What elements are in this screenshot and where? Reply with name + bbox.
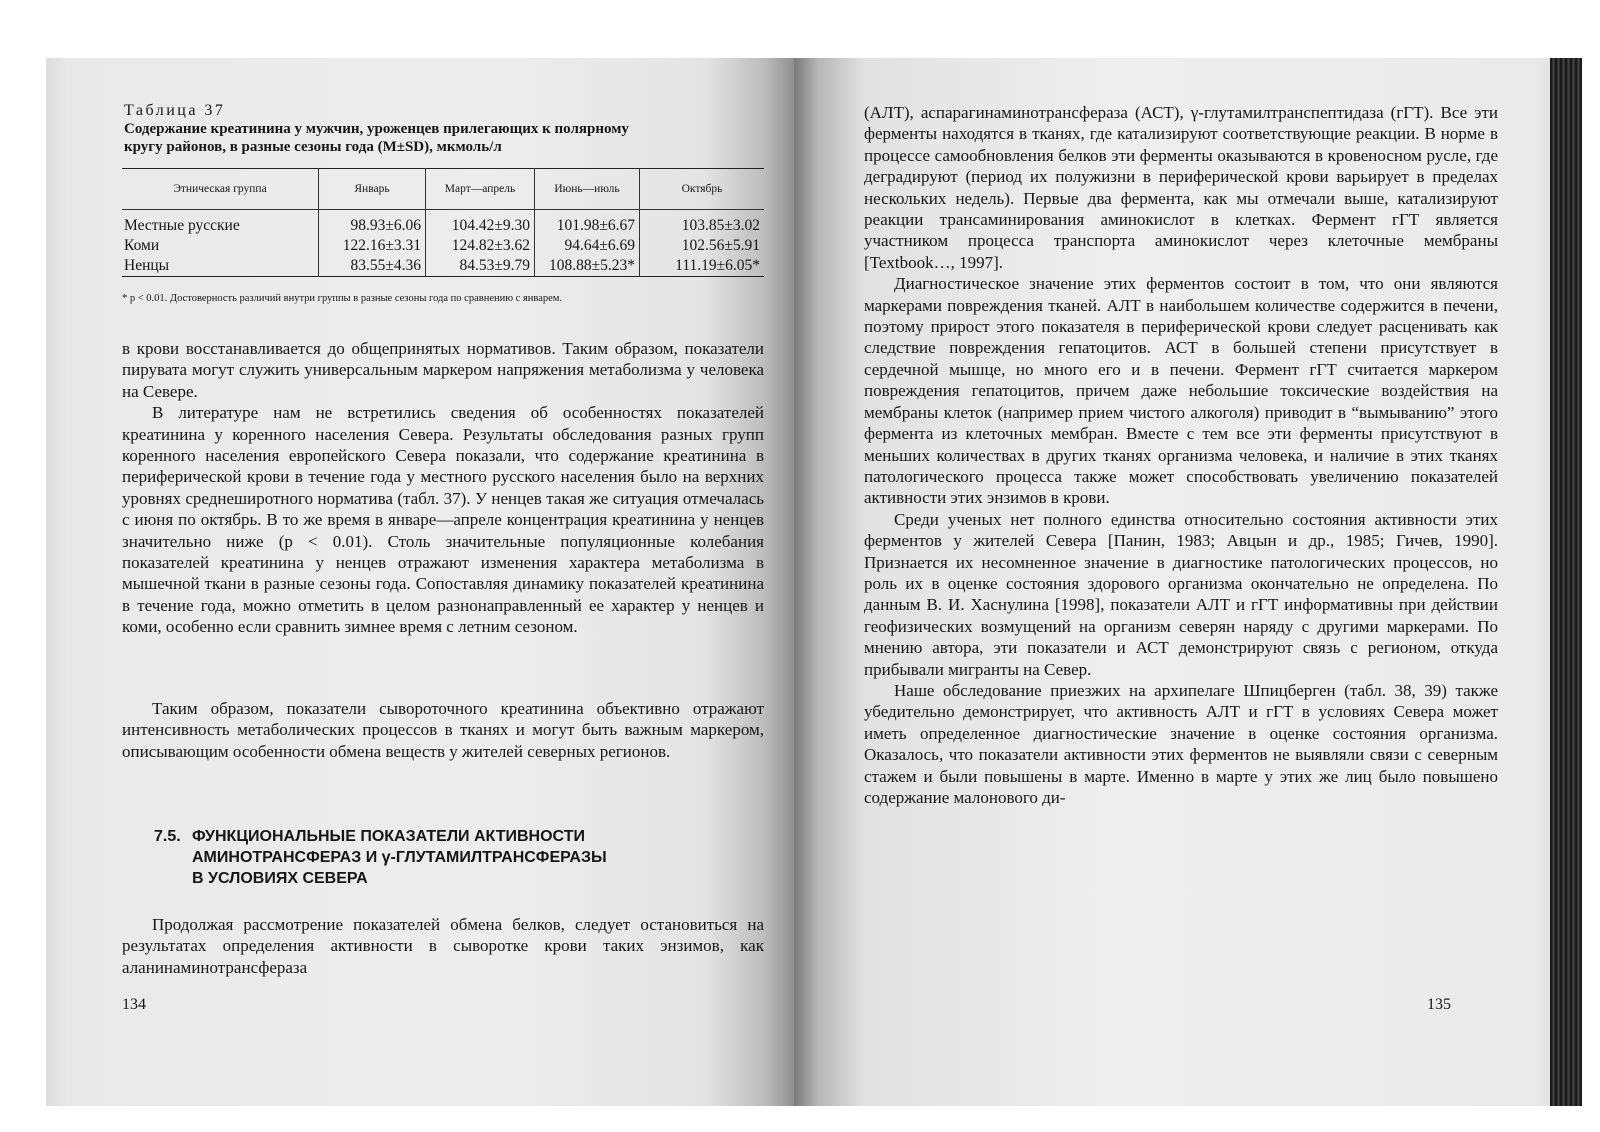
section-heading (154, 826, 754, 889)
table-cell: 84.53±9.79 (426, 256, 535, 277)
table-header-row (122, 169, 764, 210)
table-number: Таблица 37 (124, 102, 226, 119)
table-cell: 103.85±3.02 (640, 216, 765, 236)
table-cell: 83.55±4.36 (319, 256, 426, 277)
table-cell: 102.56±5.91 (640, 236, 765, 256)
heading-line: ФУНКЦИОНАЛЬНЫЕ ПОКАЗАТЕЛИ АКТИВНОСТИ (192, 828, 585, 845)
body-text-block (122, 338, 764, 638)
table-footnote: * p < 0.01. Достоверность различий внутри группы в разные сезоны года по сравнению с январем. (122, 293, 563, 304)
column-header: Октябрь (640, 169, 765, 210)
table-cell: Коми (124, 237, 160, 254)
table-cell: 122.16±3.31 (319, 236, 426, 256)
body-text-block (122, 698, 764, 762)
body-text-block (864, 102, 1498, 808)
table-cell: 104.42±9.30 (426, 216, 535, 236)
paragraph: Среди ученых нет полного единства относительно состояния активности этих ферментов у жителей Севера [Панин, 1983; Авцын и др., 1985; Гичев, 1990]. Признается их несомненное значение в диагностике патологических процессов, но роль их в оценке состояния здорового организма окончательно не определена. По данным В. И. Хаснулина [1998], показатели АЛТ и гГТ информативны при действии геофизических возмущений на организм северян наряду с другими маркерами. По мнению автора, эти показатели и АСТ демонстрируют связь с регионом, откуда прибывали мигранты на Север. (864, 509, 1498, 679)
paragraph: (АЛТ), аспарагинаминотрансфераза (АСТ), γ-глутамилтранспептидаза (гГТ). Все эти ферменты находятся в тканях, где катализируют соответствующие реакции. В норме в процессе самообновления белков эти ферменты оказываются в кровеносном русле, где деградируют (период их полужизни в периферической крови варьирует в пределах нескольких недель). Первые два фермента, как мы отмечали выше, катализируют реакции трансаминирования аминокислот в клетках. Фермент гГТ является участником процесса транспорта аминокислот через клеточные мембраны [Textbook…, 1997]. (864, 103, 1498, 272)
page-edge (1550, 58, 1582, 1106)
table-title-line-2: кругу районов, в разные сезоны года (M±SD), мкмоль/л (124, 139, 502, 155)
table-cell: 111.19±6.05* (640, 256, 765, 277)
paragraph: В литературе нам не встретились сведения об особенностях показателей креатинина у коренного населения Севера. Результаты обследования разных групп коренного населения европейского Севера показали, что содержание креатинина в периферической крови в течение года у местного русского населения было на верхних уровнях среднеширотного норматива (табл. 37). У ненцев такая же ситуация отмечалась с июня по октябрь. В то же время в январе—апреле концентрация креатинина у ненцев значительно ниже (p < 0.01). Столь значительные популяционные колебания показателей креатинина у ненцев отражают изменения характера метаболизма в мышечной ткани в разные сезоны года. Сопоставляя динамику показателей креатинина в течение года, можно отметить в целом разнонаправленный ее характер у ненцев и коми, особенно если сравнить зимнее время с летним сезоном. (122, 403, 764, 637)
book-spread (46, 58, 1582, 1106)
paragraph: Диагностическое значение этих ферментов состоит в том, что они являются маркерами повреждения тканей. АЛТ в наибольшем количестве содержится в печени, поэтому прирост этого показателя в периферической крови следует расценивать как следствие повреждения гепатоцитов. АСТ в большей степени присутствует в сердечной мышце, но много его и в печени. Фермент гГТ считается маркером повреждения гепатоцитов, причем даже небольшие токсические воздействия на мембраны клеток (например прием чистого алкоголя) приводит в “вымыванию” этого фермента из клеточных мембран. Вместе с тем все эти ферменты присутствуют в меньших количествах в других тканях организма человека, и наличие в этих тканях патологического процесса также может способствовать увеличению показателей активности этих энзимов в крови. (864, 274, 1498, 508)
section-number: 7.5. (154, 828, 181, 845)
page-number: 134 (122, 996, 146, 1013)
table-title-line-1: Содержание креатинина у мужчин, уроженцев прилегающих к полярному (124, 121, 629, 137)
table-cell: 98.93±6.06 (319, 216, 426, 236)
column-header: Март—апрель (426, 169, 535, 210)
right-page (794, 58, 1582, 1106)
table-cell: 94.64±6.69 (535, 236, 640, 256)
table-row (122, 236, 764, 256)
page-number: 135 (1427, 996, 1451, 1013)
paragraph: Наше обследование приезжих на архипелаге Шпицберген (табл. 38, 39) также убедительно демонстрирует, что активность АЛТ и гГТ в условиях Севера может иметь определенное диагностические значение в оценке состояния организма. Оказалось, что показатели активности этих ферментов не выявляли связи с северным стажем и были повышены в марте. Именно в марте у этих же лиц было повышено содержание малонового ди- (864, 680, 1498, 807)
heading-line: АМИНОТРАНСФЕРАЗ И γ-ГЛУТАМИЛТРАНСФЕРАЗЫ (192, 849, 607, 866)
table-cell: 124.82±3.62 (426, 236, 535, 256)
paragraph: Продолжая рассмотрение показателей обмена белков, следует остановиться на результатах определения активности в сыворотке крови таких энзимов, как аланинаминотрансфераза (122, 915, 764, 977)
left-page (46, 58, 794, 1106)
column-header: Январь (319, 169, 426, 210)
column-header: Июнь—июль (535, 169, 640, 210)
table-row (122, 216, 764, 236)
table-caption (124, 102, 764, 156)
paragraph: Таким образом, показатели сывороточного креатинина объективно отражают интенсивность метаболических процессов в тканях и могут быть важным маркером, описывающим особенности обмена веществ у жителей северных регионов. (122, 699, 764, 761)
table-row (122, 256, 764, 277)
table-cell: Ненцы (124, 257, 170, 274)
table-cell: 108.88±5.23* (535, 256, 640, 277)
creatinine-table (122, 168, 764, 277)
heading-line: В УСЛОВИЯХ СЕВЕРА (192, 870, 368, 887)
paragraph: в крови восстанавливается до общепринятых нормативов. Таким образом, показатели пирувата могут служить универсальным маркером напряжения метаболизма у человека на Севере. (122, 339, 764, 401)
table-cell: 101.98±6.67 (535, 216, 640, 236)
column-header: Этническая группа (122, 169, 319, 210)
table-cell: Местные русские (124, 217, 240, 234)
body-text-block (122, 914, 764, 978)
